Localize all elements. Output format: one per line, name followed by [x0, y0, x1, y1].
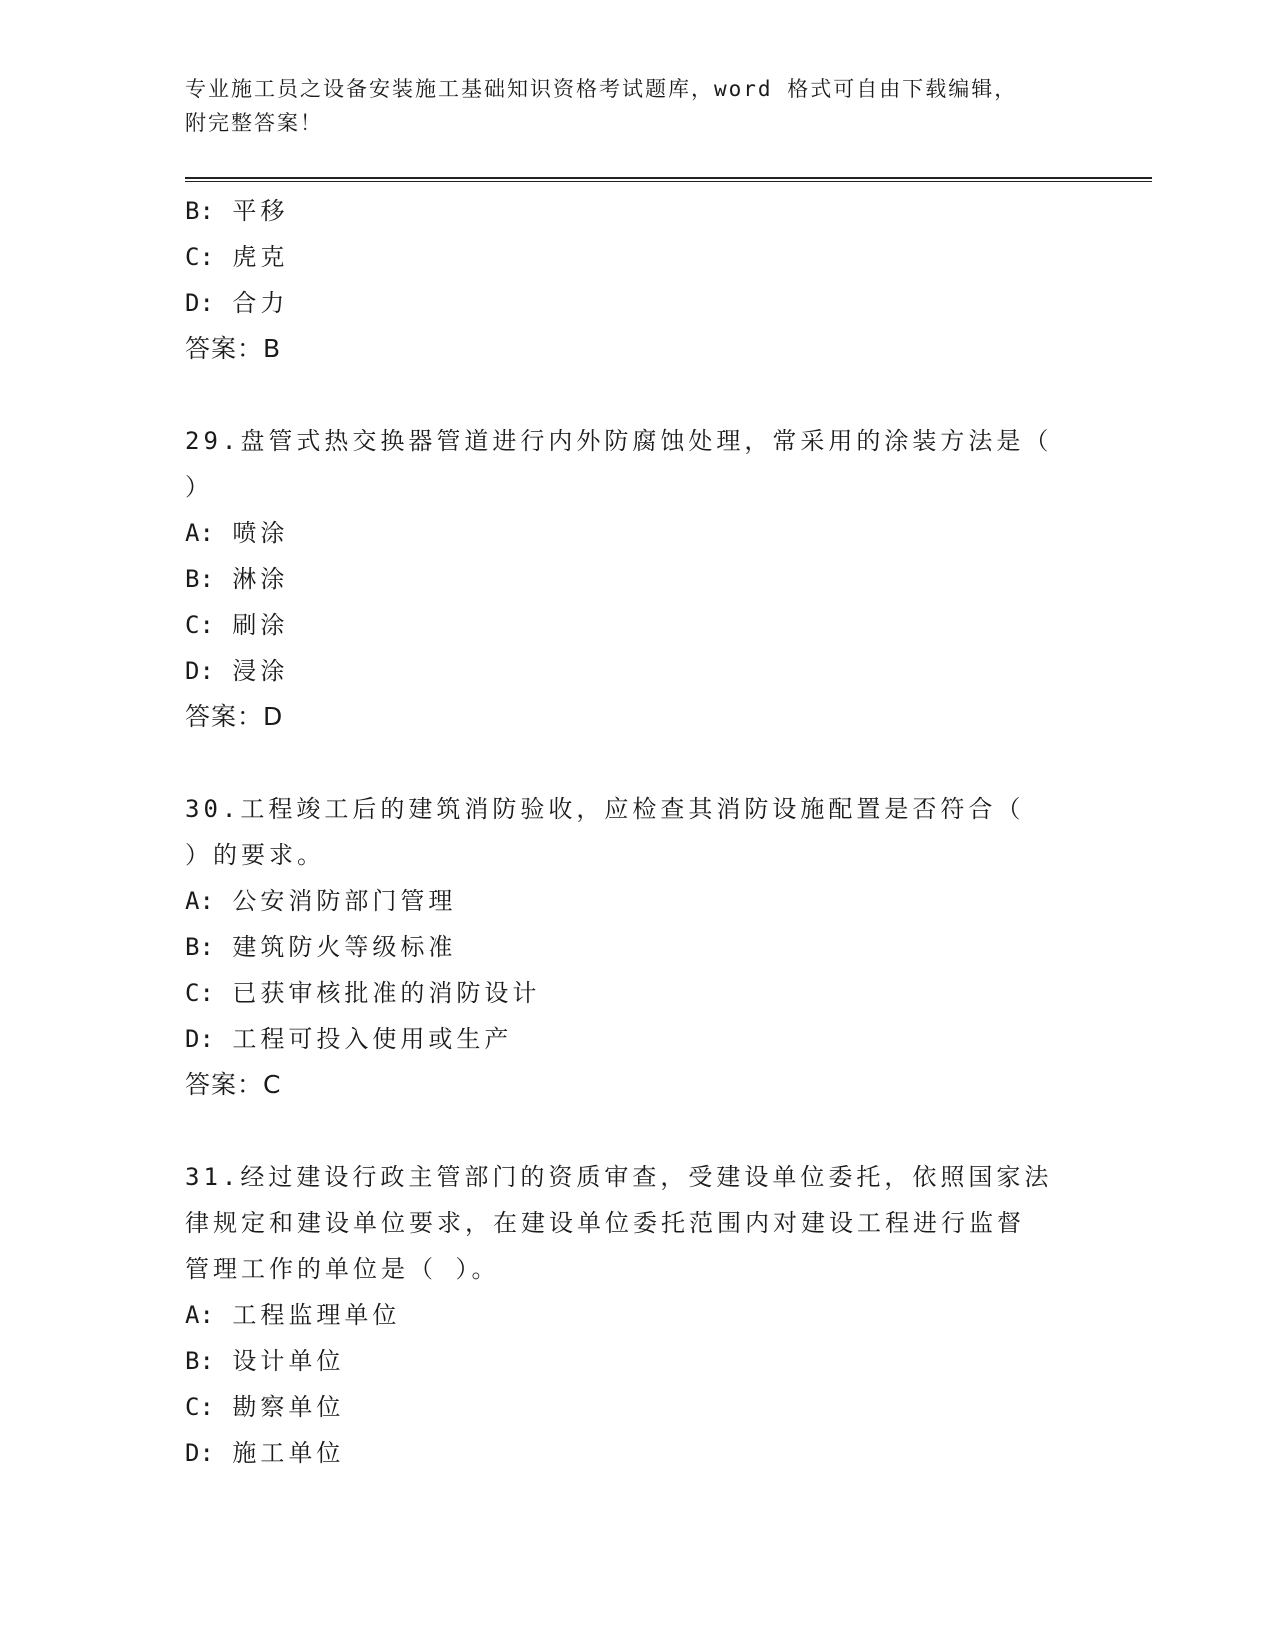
question-text: 29.盘管式热交换器管道进行内外防腐蚀处理，常采用的涂装方法是（: [185, 427, 1053, 455]
question-text: 31.经过建设行政主管部门的资质审查，受建设单位委托，依照国家法: [185, 1163, 1053, 1191]
question-text-cont: ）的要求。: [185, 841, 325, 869]
question-text: 30.工程竣工后的建筑消防验收，应检查其消防设施配置是否符合（: [185, 795, 1025, 823]
option-d: D: 施工单位: [185, 1439, 345, 1467]
question-28-tail: [185, 188, 1085, 372]
answer: 答案：B: [185, 334, 282, 363]
question-content: [185, 188, 1085, 1476]
question-text-cont: 管理工作的单位是（ ）。: [185, 1255, 500, 1283]
option-d: D: 合力: [185, 289, 289, 317]
answer: 答案：C: [185, 1070, 282, 1099]
option-a: A: 喷涂: [185, 519, 289, 547]
option-c: C: 虎克: [185, 243, 289, 271]
question-text-cont: 律规定和建设单位要求，在建设单位委托范围内对建设工程进行监督: [185, 1209, 1025, 1237]
option-c: C: 已获审核批准的消防设计: [185, 979, 541, 1007]
option-b: B: 设计单位: [185, 1347, 345, 1375]
question-29: [185, 418, 1085, 740]
question-text-cont: ）: [185, 473, 213, 501]
header-divider: [185, 177, 1152, 179]
option-a: A: 公安消防部门管理: [185, 887, 457, 915]
option-d: D: 工程可投入使用或生产: [185, 1025, 513, 1053]
option-b: B: 建筑防火等级标准: [185, 933, 457, 961]
option-b: B: 淋涂: [185, 565, 289, 593]
question-31: [185, 1154, 1085, 1476]
option-d: D: 浸涂: [185, 657, 289, 685]
header-title-line1: 专业施工员之设备安装施工基础知识资格考试题库，word 格式可自由下载编辑，: [185, 77, 1018, 101]
option-a: A: 工程监理单位: [185, 1301, 401, 1329]
question-30: [185, 786, 1085, 1108]
option-c: C: 勘察单位: [185, 1393, 345, 1421]
header-divider-thin: [185, 181, 1152, 182]
option-b: B: 平移: [185, 197, 289, 225]
document-header: [185, 72, 1085, 140]
option-c: C: 刷涂: [185, 611, 289, 639]
header-title-line2: 附完整答案！: [185, 111, 323, 135]
answer: 答案：D: [185, 702, 284, 731]
